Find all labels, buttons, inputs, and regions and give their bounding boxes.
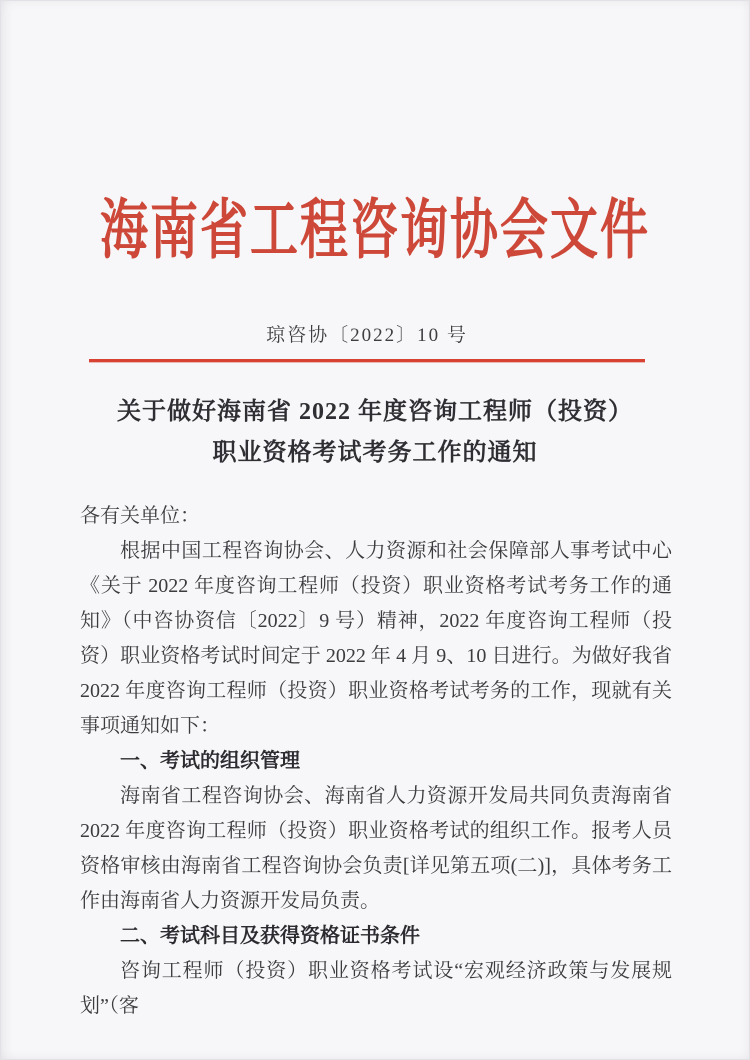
document-body — [80, 499, 672, 1024]
body-paragraph: 各有关单位： — [80, 505, 200, 527]
document-title-line2: 职业资格考试考务工作的通知 — [212, 440, 538, 466]
document-title — [40, 392, 710, 474]
document-number: 琼咨协〔2022〕10 号 — [266, 325, 468, 346]
body-paragraph: 根据中国工程咨询协会、人力资源和社会保障部人事考试中心《关于 2022 年度咨询工程师（投资）职业资格考试考务工作的通知》（中咨协资信〔2022〕9 号）精神，2022 年度咨询工程师（投资）职业资格考试时间定于 2022 年 4 月 9、10 日进行。为做好我省 2022 年度咨询工程师（投资）职业资格考试考务的工作，现就有关事项通知如下： — [80, 540, 672, 737]
document-title-line1: 关于做好海南省 2022 年度咨询工程师（投资） — [117, 399, 633, 425]
section-heading: 一、考试的组织管理 — [120, 750, 300, 772]
section-heading: 二、考试科目及获得资格证书条件 — [120, 925, 420, 947]
red-separator-rule — [89, 359, 645, 362]
letterhead-text: 海南省工程咨询协会文件 — [99, 194, 650, 267]
letterhead — [0, 183, 750, 265]
body-paragraph: 海南省工程咨询协会、海南省人力资源开发局共同负责海南省 2022 年度咨询工程师（投资）职业资格考试的组织工作。报考人员资格审核由海南省工程咨询协会负责[详见第五项(二)]，具体考务工作由海南省人力资源开发局负责。 — [80, 785, 672, 912]
body-paragraph: 咨询工程师（投资）职业资格考试设“宏观经济政策与发展规划”（客 — [80, 960, 672, 1017]
